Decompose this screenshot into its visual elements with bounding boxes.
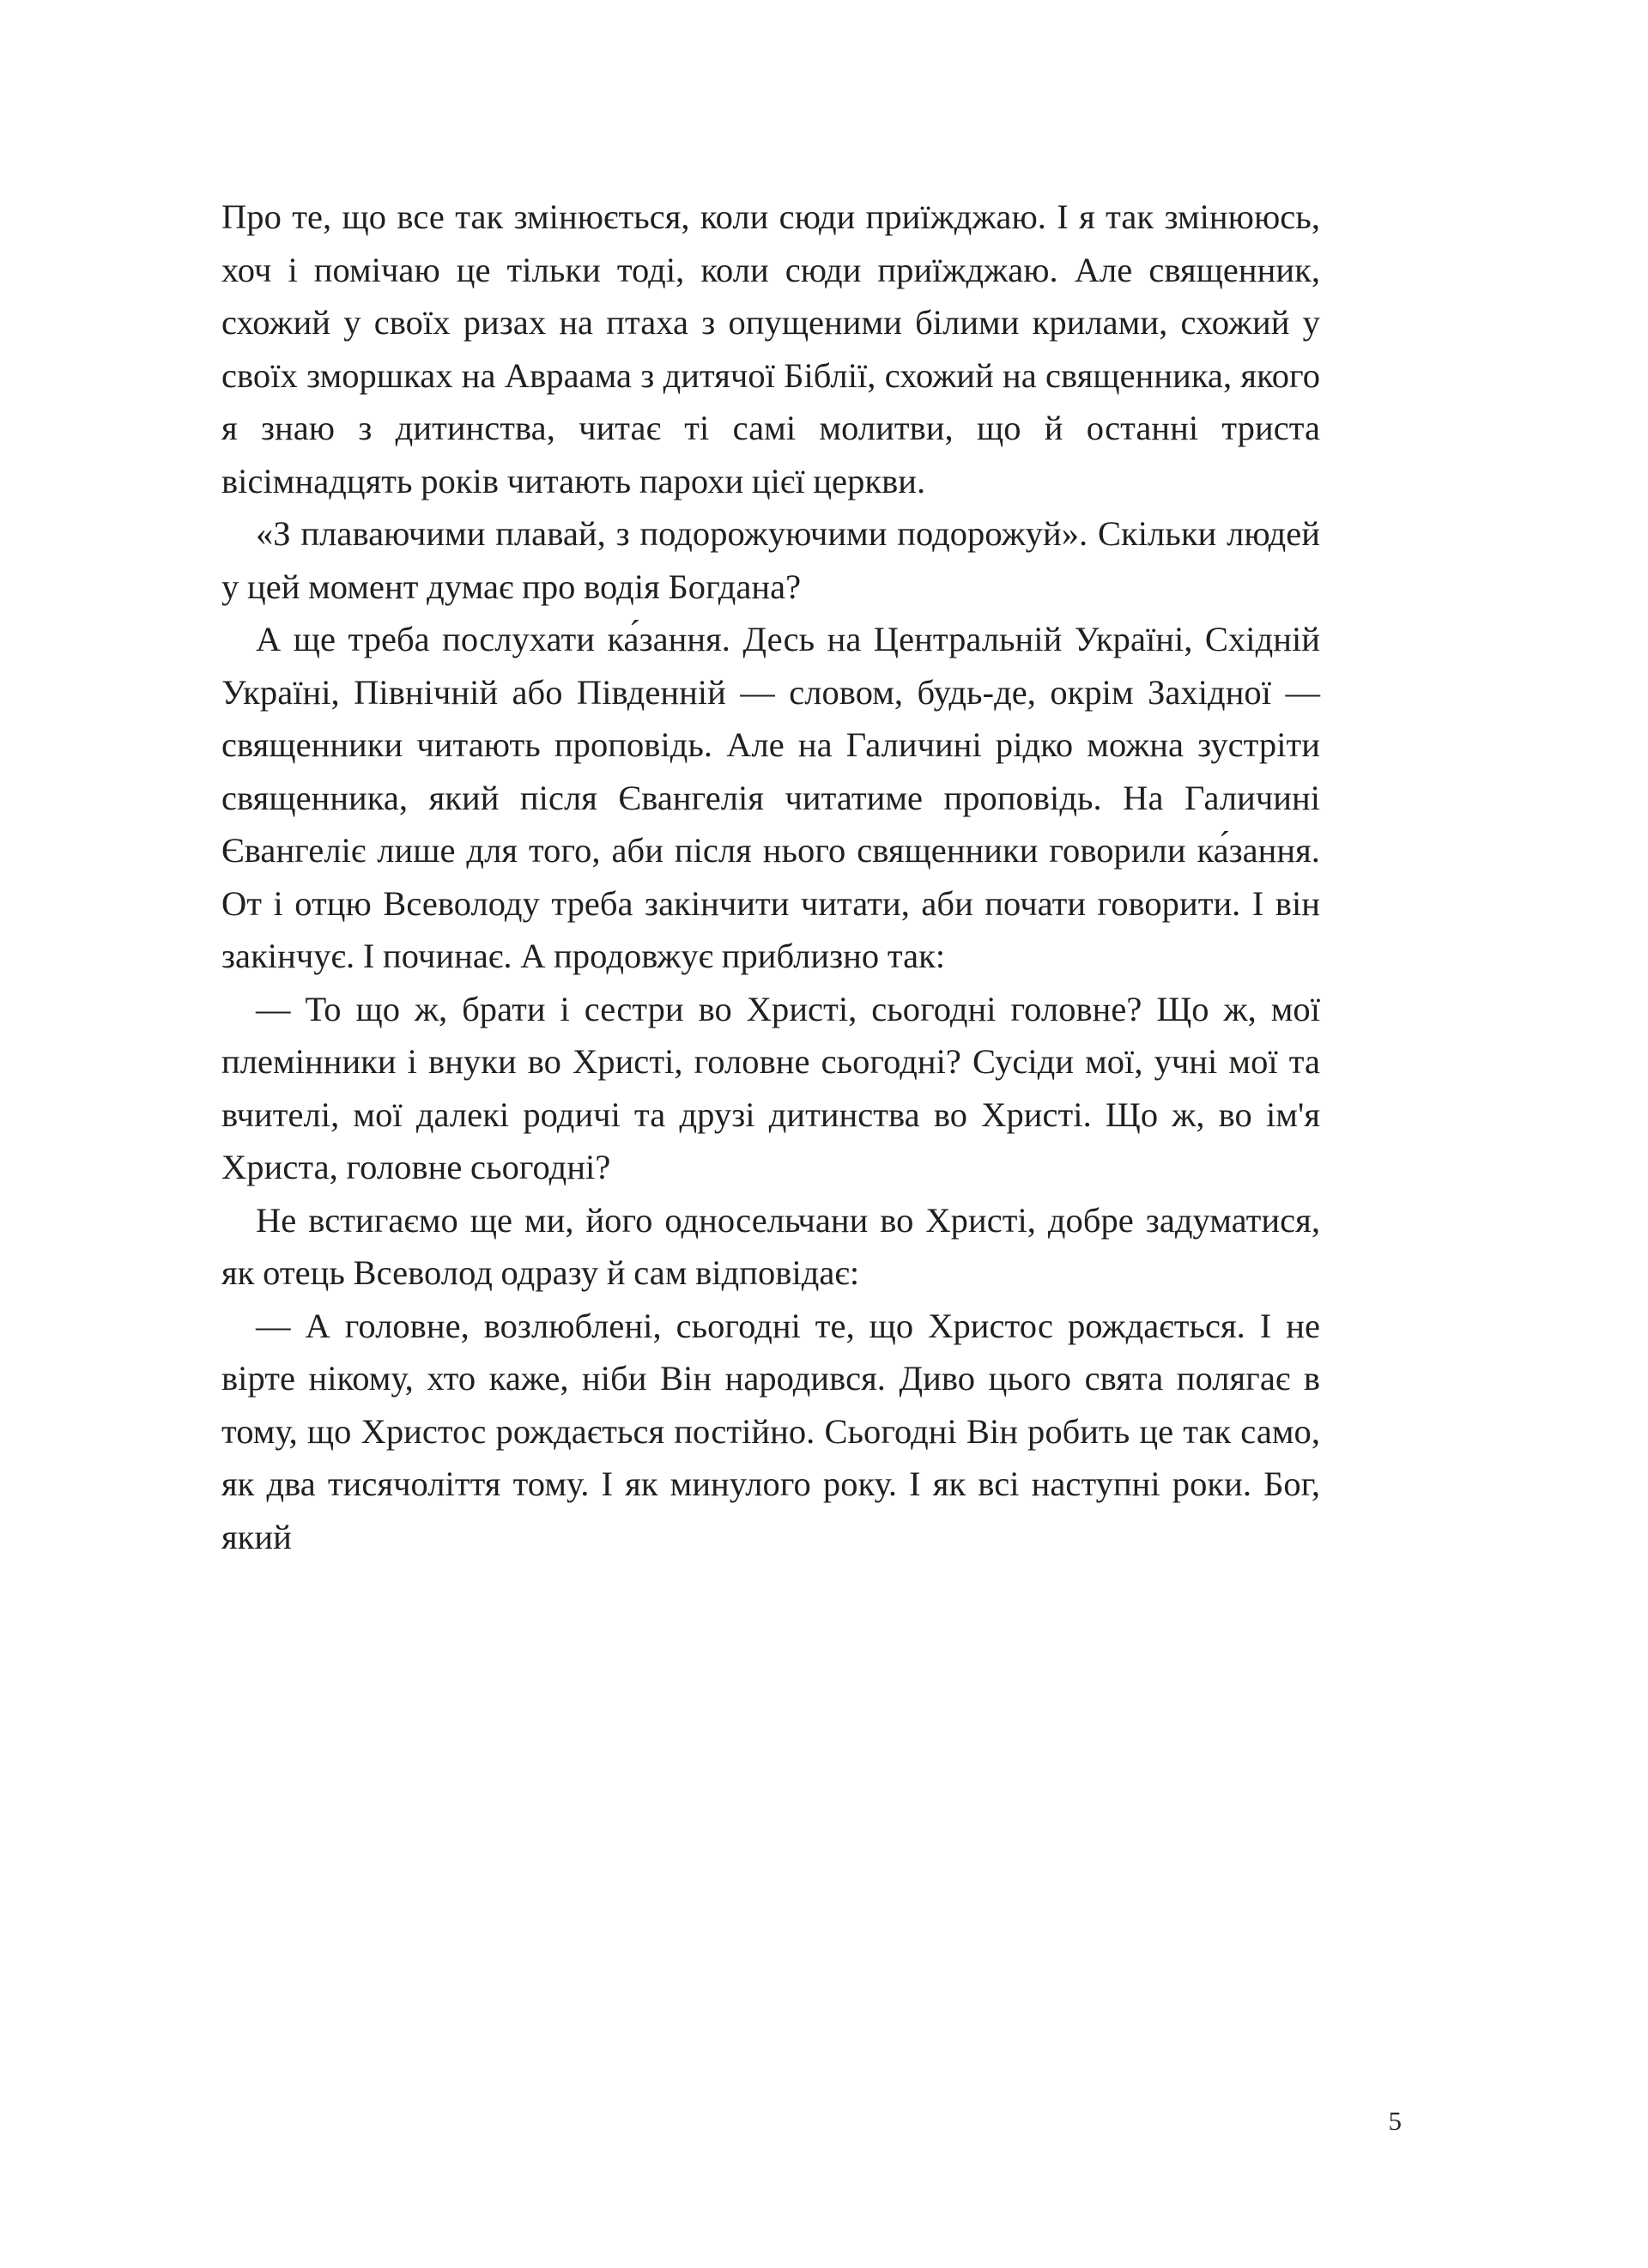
paragraph-1: Про те, що все так змінюється, коли сюди приїжджаю. І я так змінююсь, хоч і помічаю це тільки тоді, коли сюди приїжджаю. Але священник, схожий у своїх ризах на птаха з опущеними білими крилами, схожий у своїх зморшках на Авраама з дитячої Біблії, схожий на священника, якого я знаю з дитинства, читає ті самі молитви, що й останні триста вісімнадцять років читають парохи цієї церкви. — [221, 197, 1320, 500]
paragraph-3: А ще треба послухати ка́зання. Десь на Центральній Україні, Східній Україні, Північній або Південній — словом, будь-де, окрім Західної — священники читають проповідь. Але на Галичині рідко можна зустріти священника, який після Євангелія читатиме проповідь. На Галичині Євангеліє лише для того, аби після нього священники говорили ка́зання. От і отцю Всеволоду треба закінчити читати, аби почати говорити. І він закінчує. І починає. А продовжує приблизно так: — [221, 620, 1320, 975]
paragraph-4-dialogue: — То що ж, брати і сестри во Христі, сьогодні головне? Що ж, мої племінники і внуки во Христі, головне сьогодні? Сусіди мої, учні мої та вчителі, мої далекі родичі та друзі дитинства во Христі. Що ж, во ім'я Христа, головне сьогодні? — [221, 989, 1320, 1186]
paragraph-6-dialogue: — А головне, возлюблені, сьогодні те, що Христос рождається. І не вірте нікому, хто каже, ніби Він народився. Диво цього свята полягає в тому, що Христос рождається постійно. Сьогодні Він робить це так само, як два тисячоліття тому. І як минулого року. І як всі наступні роки. Бог, який — [221, 1306, 1320, 1556]
page-number: 5 — [1388, 2106, 1402, 2136]
paragraph-5: Не встигаємо ще ми, його односельчани во Христі, добре задуматися, як отець Всеволод одразу й сам відповідає: — [221, 1200, 1320, 1292]
body-text-column — [221, 191, 1320, 1563]
paragraph-2: «З плаваючими плавай, з подорожуючими подорожуй». Скільки людей у цей момент думає про водія Богдана? — [221, 514, 1320, 606]
